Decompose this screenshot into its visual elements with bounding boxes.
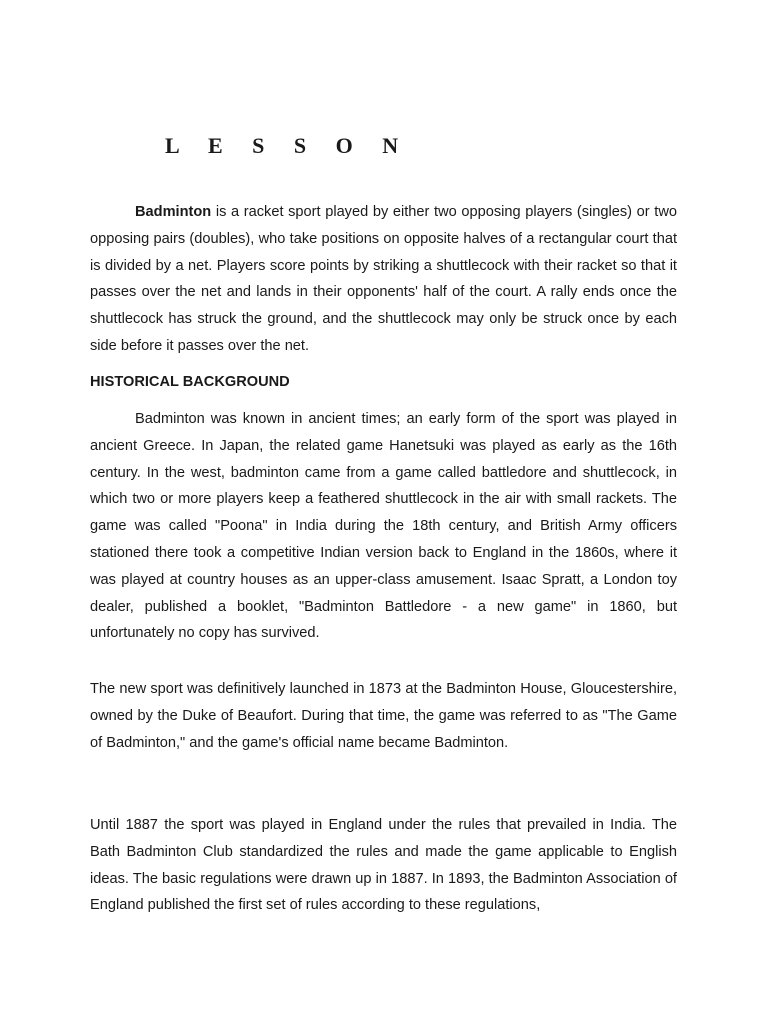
intro-paragraph xyxy=(90,199,677,360)
history-paragraph-2: The new sport was definitively launched in 1873 at the Badminton House, Gloucestershire, owned by the Duke of Beaufort. During that time, the game was referred to as "The Game of Badminton," and the game's official name became Badminton. xyxy=(90,681,677,751)
lesson-title: L E S S O N xyxy=(165,133,411,158)
section-heading: HISTORICAL BACKGROUND xyxy=(90,374,290,390)
intro-text: is a racket sport played by either two opposing players (singles) or two opposing pairs (doubles), who take positions on opposite halves of a rectangular court that is divided by a net. Players score points by striking a shuttlecock with their racket so that it passes over the net and lands in their opponents' half of the court. A rally ends once the shuttlecock has struck the ground, and the shuttlecock may only be struck once by each side before it passes over the net. xyxy=(90,204,677,354)
intro-lead-term: Badminton xyxy=(135,204,212,220)
history-paragraph-3: Until 1887 the sport was played in England under the rules that prevailed in India. The Bath Badminton Club standardized the rules and made the game applicable to English ideas. The basic regulations were drawn up in 1887. In 1893, the Badminton Association of England published the first set of rules according to these regulations, xyxy=(90,817,677,914)
history-paragraph-1: Badminton was known in ancient times; an early form of the sport was played in ancient Greece. In Japan, the related game Hanetsuki was played as early as the 16th century. In the west, badminton came from a game called battledore and shuttlecock, in which two or more players keep a feathered shuttlecock in the air with small rackets. The game was called "Poona" in India during the 18th century, and British Army officers stationed there took a competitive Indian version back to England in the 1860s, where it was played at country houses as an upper-class amusement. Isaac Spratt, a London toy dealer, published a booklet, "Badminton Battledore - a new game" in 1860, but unfortunately no copy has survived. xyxy=(90,411,677,642)
